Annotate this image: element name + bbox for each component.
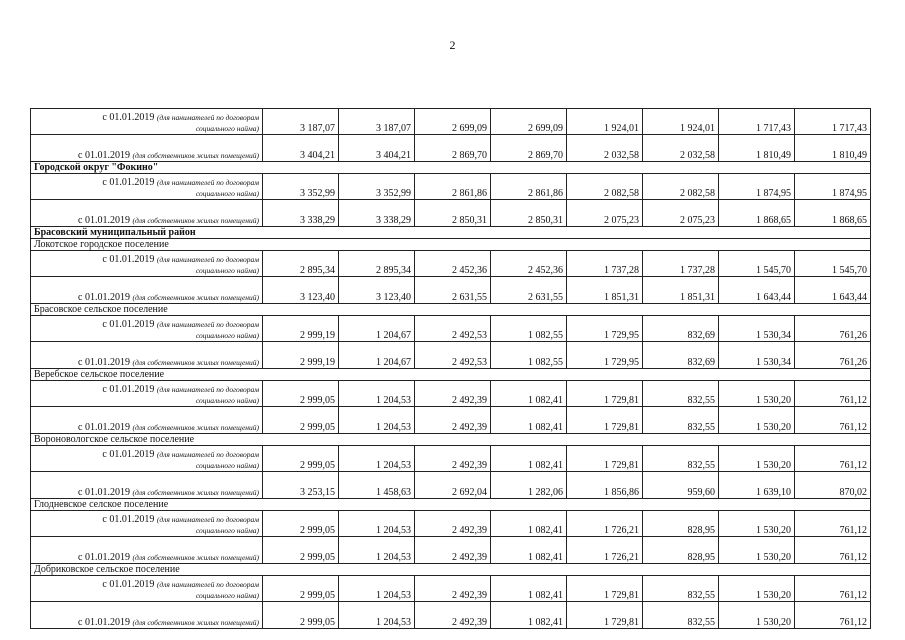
tariff-table [30,108,871,629]
tariff-value-cell: 761,12 [795,511,871,537]
tariff-value-cell: 1 874,95 [795,174,871,200]
effective-date: с 01.01.2019 [102,384,155,395]
tariff-value-cell: 1 729,95 [567,342,643,369]
table-row [31,472,871,499]
tariff-value-cell: 1 737,28 [643,251,719,277]
tariff-value-cell: 1 729,81 [567,602,643,629]
row-label-owners [31,200,263,227]
tariff-value-cell: 2 492,39 [415,602,491,629]
tariff-value-cell: 959,60 [643,472,719,499]
category-note: (для собственников жилых помещений) [132,151,259,160]
table-row [31,304,871,316]
category-note: социального найма) [195,526,259,535]
table-row [31,227,871,239]
effective-date: с 01.01.2019 [78,617,130,628]
effective-date: с 01.01.2019 [78,422,130,433]
tariff-value-cell: 1 082,41 [491,407,567,434]
tariff-value-cell: 2 082,58 [567,174,643,200]
row-label-owners [31,602,263,629]
table-row [31,434,871,446]
tariff-value-cell: 2 999,05 [263,511,339,537]
tariff-value-cell: 1 082,55 [491,316,567,342]
settlement-heading: Глодневское селское поселение [31,499,871,511]
category-note: социального найма) [195,461,259,470]
tariff-value-cell: 1 082,41 [491,446,567,472]
category-note: (для собственников жилых помещений) [132,423,259,432]
category-note: социального найма) [195,591,259,600]
table-row [31,239,871,251]
tariff-value-cell: 1 082,55 [491,342,567,369]
tariff-value-cell: 2 492,39 [415,576,491,602]
tariff-value-cell: 3 352,99 [263,174,339,200]
tariff-value-cell: 832,55 [643,576,719,602]
tariff-value-cell: 1 810,49 [719,135,795,162]
tariff-value-cell: 1 530,20 [719,446,795,472]
category-note: социального найма) [195,189,259,198]
tariff-value-cell: 2 492,39 [415,446,491,472]
row-label-owners [31,135,263,162]
effective-date: с 01.01.2019 [102,254,155,265]
tariff-value-cell: 1 530,20 [719,576,795,602]
tariff-value-cell: 1 717,43 [719,109,795,135]
tariff-value-cell: 832,55 [643,381,719,407]
effective-date: с 01.01.2019 [102,449,155,460]
table-row [31,109,871,135]
tariff-value-cell: 761,12 [795,381,871,407]
tariff-value-cell: 832,55 [643,407,719,434]
tariff-value-cell: 2 631,55 [491,277,567,304]
tariff-value-cell: 2 861,86 [491,174,567,200]
tariff-value-cell: 1 530,20 [719,511,795,537]
tariff-value-cell: 3 404,21 [339,135,415,162]
tariff-value-cell: 1 726,21 [567,537,643,564]
tariff-value-cell: 1 204,53 [339,576,415,602]
section-heading: Брасовский муниципальный район [31,227,871,239]
tariff-value-cell: 3 352,99 [339,174,415,200]
tariff-value-cell: 2 492,39 [415,511,491,537]
tariff-value-cell: 2 895,34 [339,251,415,277]
tariff-value-cell: 2 999,05 [263,576,339,602]
table-row [31,200,871,227]
tariff-value-cell: 2 999,05 [263,537,339,564]
category-note: (для собственников жилых помещений) [132,488,259,497]
category-note: (для нанимателей по договорам [156,320,259,329]
tariff-value-cell: 1 082,41 [491,381,567,407]
tariff-value-cell: 3 338,29 [339,200,415,227]
tariff-value-cell: 1 737,28 [567,251,643,277]
tariff-value-cell: 2 631,55 [415,277,491,304]
table-row [31,499,871,511]
tariff-value-cell: 2 452,36 [415,251,491,277]
tariff-value-cell: 1 924,01 [643,109,719,135]
table-row [31,576,871,602]
effective-date: с 01.01.2019 [78,215,130,226]
tariff-value-cell: 761,12 [795,576,871,602]
table-row [31,537,871,564]
category-note: социального найма) [195,124,259,133]
tariff-value-cell: 1 874,95 [719,174,795,200]
tariff-value-cell: 1 810,49 [795,135,871,162]
category-note: (для нанимателей по договорам [156,450,259,459]
tariff-value-cell: 1 204,53 [339,511,415,537]
effective-date: с 01.01.2019 [78,150,130,161]
tariff-value-cell: 2 999,05 [263,446,339,472]
effective-date: с 01.01.2019 [78,357,130,368]
table-row [31,174,871,200]
category-note: (для собственников жилых помещений) [132,553,259,562]
row-label-tenants [31,446,263,472]
table-row [31,162,871,174]
tariff-value-cell: 3 187,07 [263,109,339,135]
tariff-value-cell: 2 869,70 [491,135,567,162]
tariff-value-cell: 1 643,44 [719,277,795,304]
tariff-value-cell: 2 861,86 [415,174,491,200]
tariff-value-cell: 2 032,58 [643,135,719,162]
effective-date: с 01.01.2019 [102,514,155,525]
row-label-tenants [31,251,263,277]
effective-date: с 01.01.2019 [102,177,155,188]
tariff-value-cell: 2 032,58 [567,135,643,162]
tariff-value-cell: 1 082,41 [491,511,567,537]
table-row [31,135,871,162]
tariff-value-cell: 1 924,01 [567,109,643,135]
table-row [31,511,871,537]
tariff-value-cell: 2 850,31 [415,200,491,227]
table-row [31,381,871,407]
row-label-owners [31,342,263,369]
tariff-value-cell: 1 204,53 [339,381,415,407]
tariff-value-cell: 761,12 [795,602,871,629]
row-label-tenants [31,109,263,135]
tariff-value-cell: 2 492,39 [415,381,491,407]
tariff-value-cell: 2 999,19 [263,342,339,369]
tariff-value-cell: 761,12 [795,446,871,472]
tariff-value-cell: 1 851,31 [567,277,643,304]
settlement-heading: Вороновологское сельское поселение [31,434,871,446]
tariff-value-cell: 832,55 [643,446,719,472]
tariff-value-cell: 1 282,06 [491,472,567,499]
tariff-value-cell: 2 492,53 [415,316,491,342]
table-row [31,446,871,472]
tariff-value-cell: 2 492,53 [415,342,491,369]
table-row [31,564,871,576]
tariff-value-cell: 832,69 [643,316,719,342]
tariff-value-cell: 1 717,43 [795,109,871,135]
tariff-value-cell: 3 123,40 [339,277,415,304]
tariff-value-cell: 1 639,10 [719,472,795,499]
table-row [31,316,871,342]
tariff-value-cell: 1 729,81 [567,576,643,602]
tariff-value-cell: 1 204,53 [339,537,415,564]
tariff-value-cell: 761,26 [795,316,871,342]
tariff-value-cell: 1 643,44 [795,277,871,304]
tariff-value-cell: 1 530,34 [719,342,795,369]
tariff-value-cell: 1 851,31 [643,277,719,304]
table-row [31,342,871,369]
settlement-heading: Брасовское сельское поселение [31,304,871,316]
tariff-value-cell: 3 187,07 [339,109,415,135]
tariff-value-cell: 1 530,20 [719,537,795,564]
tariff-value-cell: 2 075,23 [643,200,719,227]
tariff-value-cell: 2 869,70 [415,135,491,162]
effective-date: с 01.01.2019 [78,487,130,498]
tariff-value-cell: 1 530,20 [719,602,795,629]
section-heading: Городской округ "Фокино" [31,162,871,174]
category-note: социального найма) [195,396,259,405]
tariff-value-cell: 2 999,05 [263,407,339,434]
tariff-value-cell: 2 699,09 [491,109,567,135]
category-note: (для собственников жилых помещений) [132,618,259,627]
tariff-value-cell: 2 999,05 [263,602,339,629]
tariff-value-cell: 1 726,21 [567,511,643,537]
row-label-tenants [31,174,263,200]
tariff-value-cell: 761,12 [795,407,871,434]
tariff-value-cell: 1 856,86 [567,472,643,499]
tariff-value-cell: 1 082,41 [491,602,567,629]
tariff-value-cell: 1 204,67 [339,316,415,342]
tariff-value-cell: 2 999,19 [263,316,339,342]
category-note: (для собственников жилых помещений) [132,293,259,302]
tariff-value-cell: 1 204,53 [339,602,415,629]
tariff-value-cell: 761,12 [795,537,871,564]
tariff-value-cell: 2 452,36 [491,251,567,277]
tariff-value-cell: 832,69 [643,342,719,369]
page-number: 2 [449,38,456,52]
tariff-value-cell: 2 699,09 [415,109,491,135]
tariff-value-cell: 3 338,29 [263,200,339,227]
effective-date: с 01.01.2019 [102,579,155,590]
effective-date: с 01.01.2019 [102,319,155,330]
tariff-value-cell: 828,95 [643,511,719,537]
tariff-value-cell: 2 999,05 [263,381,339,407]
tariff-value-cell: 828,95 [643,537,719,564]
tariff-value-cell: 832,55 [643,602,719,629]
settlement-heading: Локотское городское поселение [31,239,871,251]
tariff-value-cell: 1 082,41 [491,537,567,564]
category-note: (для нанимателей по договорам [156,113,259,122]
settlement-heading: Веребское сельское поселение [31,369,871,381]
tariff-value-cell: 2 492,39 [415,407,491,434]
tariff-value-cell: 1 458,63 [339,472,415,499]
tariff-value-cell: 2 082,58 [643,174,719,200]
row-label-owners [31,472,263,499]
effective-date: с 01.01.2019 [78,552,130,563]
category-note: (для собственников жилых помещений) [132,216,259,225]
tariff-value-cell: 1 868,65 [719,200,795,227]
tariff-value-cell: 3 253,15 [263,472,339,499]
category-note: (для собственников жилых помещений) [132,358,259,367]
row-label-owners [31,277,263,304]
table-row [31,251,871,277]
tariff-value-cell: 1 545,70 [795,251,871,277]
tariff-value-cell: 2 075,23 [567,200,643,227]
table-row [31,407,871,434]
row-label-tenants [31,381,263,407]
tariff-value-cell: 3 123,40 [263,277,339,304]
category-note: (для нанимателей по договорам [156,178,259,187]
effective-date: с 01.01.2019 [102,112,155,123]
category-note: социального найма) [195,331,259,340]
row-label-tenants [31,511,263,537]
tariff-value-cell: 2 850,31 [491,200,567,227]
tariff-value-cell: 2 692,04 [415,472,491,499]
category-note: (для нанимателей по договорам [156,385,259,394]
tariff-value-cell: 1 530,20 [719,381,795,407]
tariff-value-cell: 1 729,81 [567,446,643,472]
category-note: (для нанимателей по договорам [156,580,259,589]
row-label-tenants [31,576,263,602]
category-note: (для нанимателей по договорам [156,515,259,524]
tariff-value-cell: 1 082,41 [491,576,567,602]
tariff-value-cell: 1 530,34 [719,316,795,342]
tariff-value-cell: 1 868,65 [795,200,871,227]
tariff-value-cell: 1 204,53 [339,407,415,434]
row-label-owners [31,407,263,434]
tariff-value-cell: 761,26 [795,342,871,369]
table-row [31,602,871,629]
tariff-value-cell: 1 530,20 [719,407,795,434]
tariff-value-cell: 1 729,95 [567,316,643,342]
effective-date: с 01.01.2019 [78,292,130,303]
tariff-value-cell: 1 545,70 [719,251,795,277]
tariff-value-cell: 1 204,67 [339,342,415,369]
tariff-value-cell: 2 492,39 [415,537,491,564]
tariff-value-cell: 2 895,34 [263,251,339,277]
table-row [31,277,871,304]
row-label-owners [31,537,263,564]
tariff-value-cell: 1 729,81 [567,381,643,407]
category-note: (для нанимателей по договорам [156,255,259,264]
tariff-value-cell: 1 729,81 [567,407,643,434]
tariff-value-cell: 3 404,21 [263,135,339,162]
settlement-heading: Добриковское сельское поселение [31,564,871,576]
table-row [31,369,871,381]
tariff-value-cell: 1 204,53 [339,446,415,472]
row-label-tenants [31,316,263,342]
category-note: социального найма) [195,266,259,275]
tariff-value-cell: 870,02 [795,472,871,499]
